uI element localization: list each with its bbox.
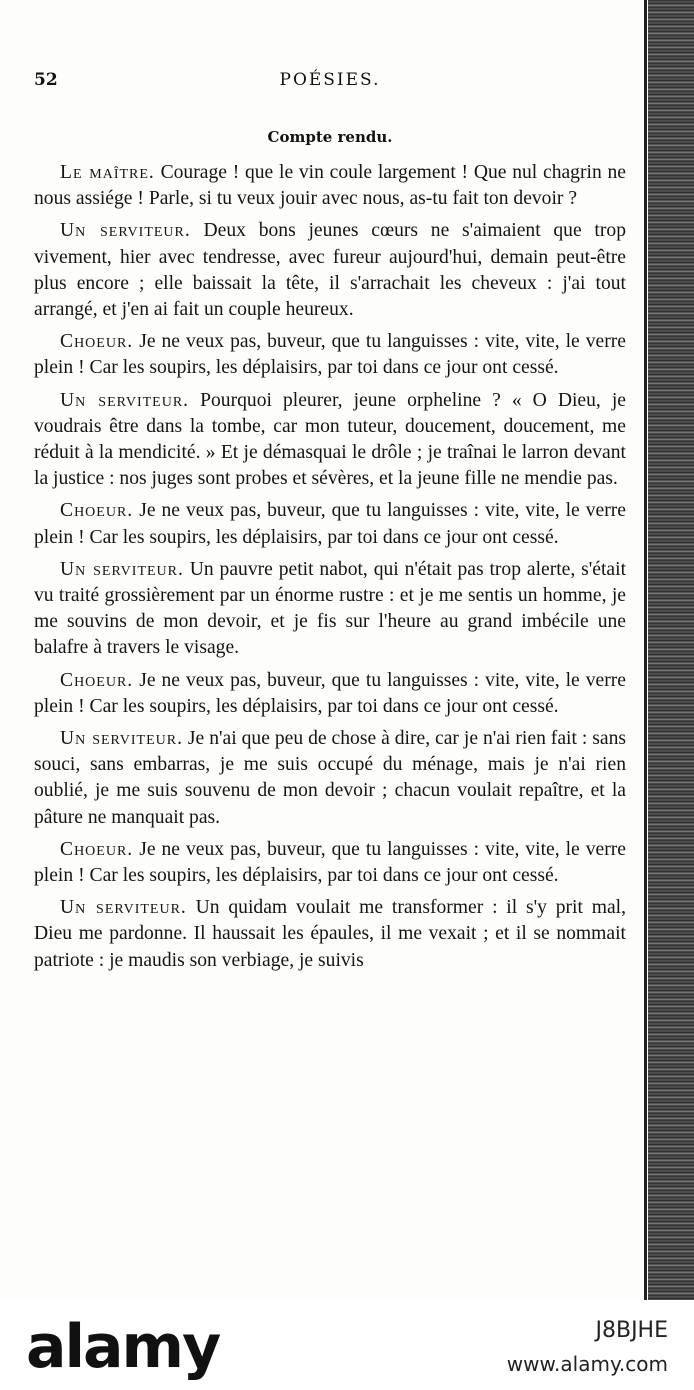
- paragraph-text: Un quidam voulait me transformer : il s'y prit mal, Dieu me pardonne. Il haussait les épaules, il me vexait ; et il se nommait patriote : je maudis son verbiage, je suivis: [34, 897, 627, 971]
- paragraph-text: Courage ! que le vin coule largement ! Que nul chagrin ne nous assiége ! Parle, si tu veux jouir avec nous, as-tu fait ton devoir ?: [34, 162, 626, 210]
- speaker: Un serviteur.: [60, 728, 183, 750]
- paragraph-text: Un pauvre petit nabot, qui n'était pas trop alerte, s'était vu traité grossièrement par un énorme rustre : et je me sentis un homme, je me souvins de mon devoir, et je fis sur l'heure au grand imbécile une balafre à travers le visage.: [34, 558, 627, 659]
- page-edge-shadow: [648, 0, 694, 1300]
- speaker: Le maître.: [60, 162, 155, 183]
- body-text: [34, 160, 626, 980]
- speaker: Choeur.: [60, 669, 134, 691]
- stock-id: J8BJHE: [595, 1318, 668, 1343]
- speaker: Choeur.: [60, 838, 134, 860]
- paragraph: [34, 726, 626, 831]
- paragraph: [34, 557, 626, 662]
- paragraph: [34, 837, 626, 889]
- paragraph-text: Deux bons jeunes cœurs ne s'aimaient que trop vivement, hier avec tendresse, avec fureur aujourd'hui, demain peut-être plus encore ; elle baissait la tête, il s'arrachait les cheveux : j'ai tout arrangé, et j'en ai fait un couple heureux.: [34, 220, 626, 321]
- paragraph: [34, 218, 626, 323]
- paragraph: [34, 668, 626, 720]
- paragraph: [34, 388, 626, 493]
- stock-url: www.alamy.com: [506, 1352, 668, 1376]
- page-number: 52: [34, 70, 58, 90]
- paragraph: [34, 498, 626, 550]
- page-edge-line: [644, 0, 647, 1300]
- running-title: POÉSIES.: [279, 70, 381, 90]
- speaker: Un serviteur.: [60, 220, 191, 242]
- section-title: Compte rendu.: [267, 128, 393, 146]
- paragraph: [34, 329, 626, 381]
- speaker: Un serviteur.: [60, 389, 190, 411]
- paragraph-text: Je ne veux pas, buveur, que tu languisses : vite, vite, le verre plein ! Car les soupirs, les déplaisirs, par toi dans ce jour ont cessé.: [34, 500, 626, 548]
- watermark-footer: [0, 1300, 694, 1390]
- speaker: Choeur.: [60, 500, 134, 522]
- speaker: Un serviteur.: [60, 897, 187, 919]
- paragraph: [34, 895, 626, 974]
- page-header: [34, 68, 626, 92]
- paragraph-text: Je ne veux pas, buveur, que tu languisses : vite, vite, le verre plein ! Car les soupirs, les déplaisirs, par toi dans ce jour ont cessé.: [34, 669, 626, 717]
- paragraph-text: Je ne veux pas, buveur, que tu languisses : vite, vite, le verre plein ! Car les soupirs, les déplaisirs, par toi dans ce jour ont cessé.: [34, 331, 626, 379]
- speaker: Un serviteur.: [60, 558, 184, 580]
- paragraph-text: Pourquoi pleurer, jeune orpheline ? « O Dieu, je voudrais être dans la tombe, car mon tuteur, doucement, doucement, me réduit à la mendicité. » Et je démasquai le drôle ; je traînai le larron devant la justice : nos juges sont probes et sévères, et la jeune fille ne mendie pas.: [34, 389, 626, 490]
- paragraph: [34, 160, 626, 212]
- paragraph-text: Je n'ai que peu de chose à dire, car je n'ai rien fait : sans souci, sans embarras, je me suis occupé du ménage, mais je n'ai rien oublié, je me suis souvenu de mon devoir ; chacun voulait repaître, et la pâture ne manquait pas.: [34, 728, 626, 828]
- alamy-logo: alamy: [26, 1312, 220, 1382]
- paragraph-text: Je ne veux pas, buveur, que tu languisses : vite, vite, le verre plein ! Car les soupirs, les déplaisirs, par toi dans ce jour ont cessé.: [34, 838, 626, 887]
- speaker: Choeur.: [60, 331, 134, 353]
